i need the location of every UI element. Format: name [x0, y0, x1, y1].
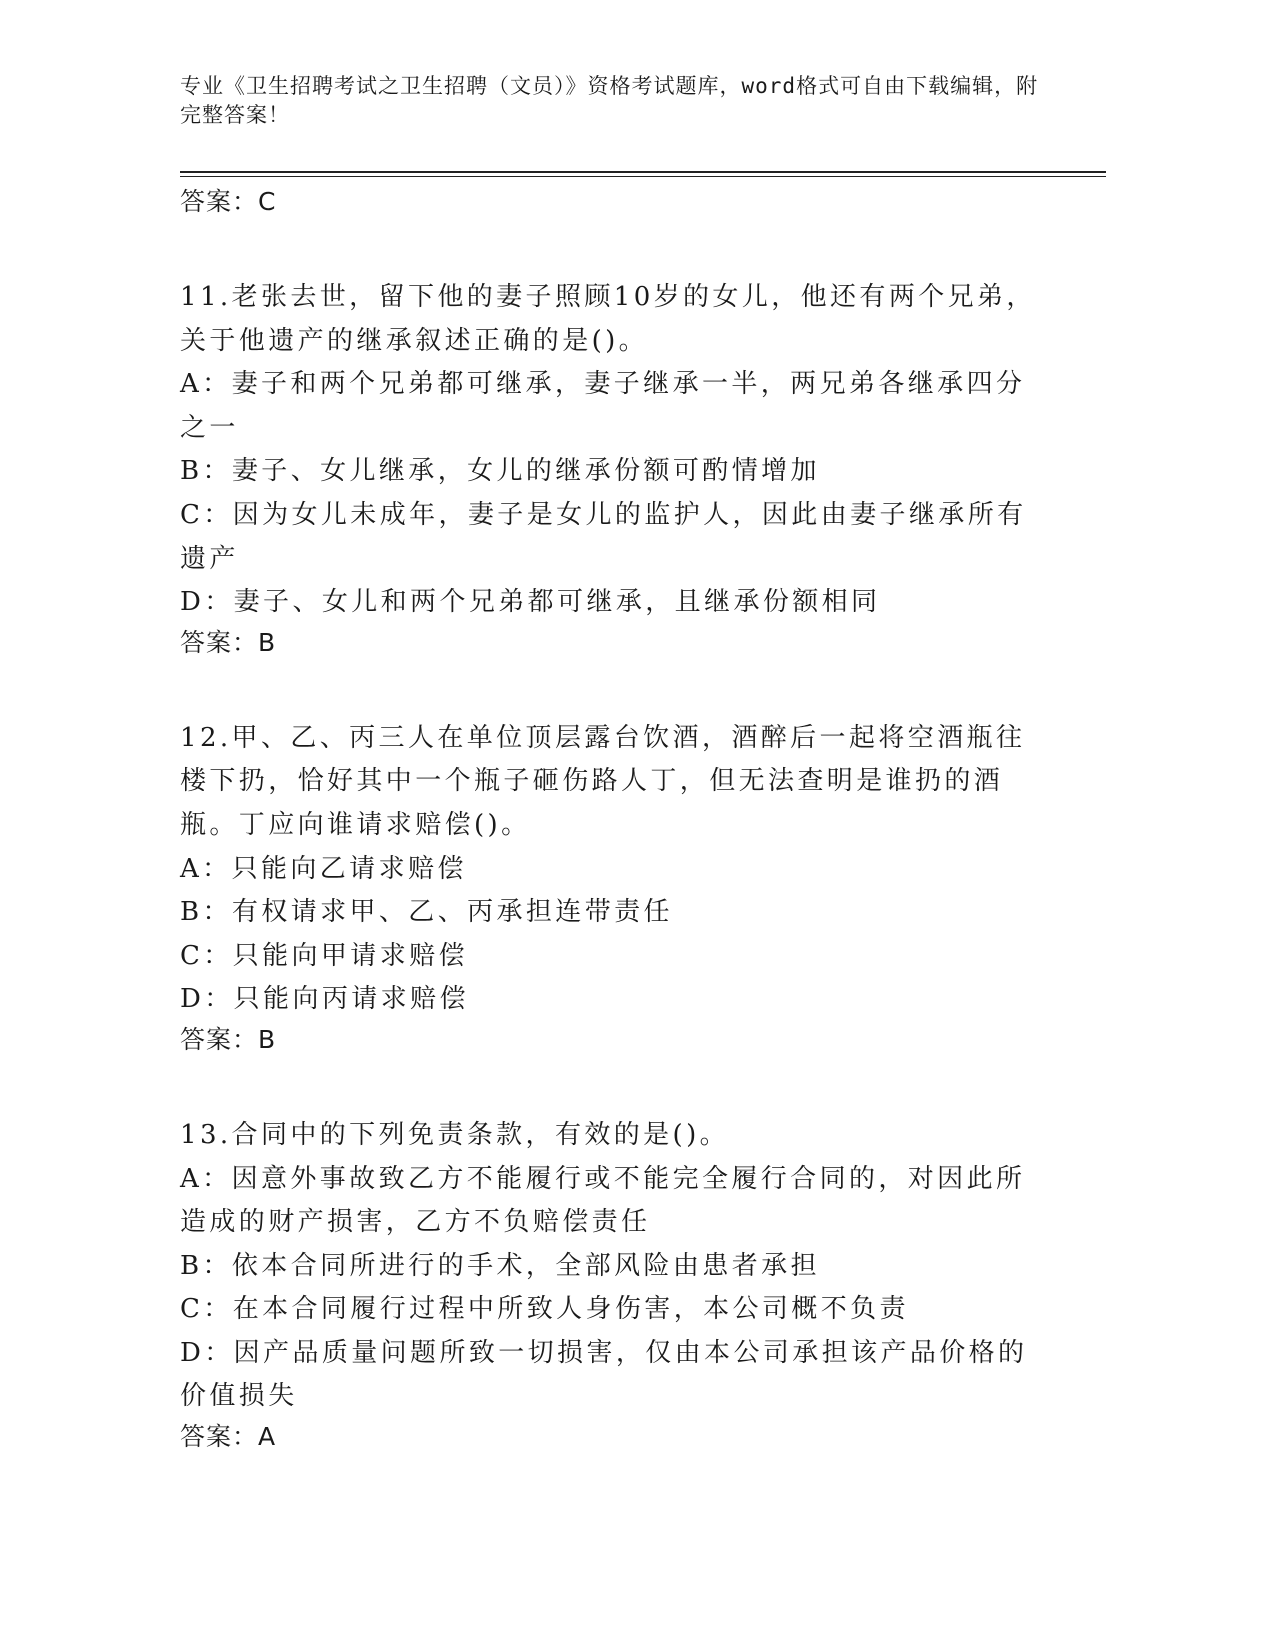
question-11	[180, 276, 1040, 661]
option-b: B：妻子、女儿继承，女儿的继承份额可酌情增加	[180, 456, 820, 487]
option-a: A：只能向乙请求赔偿	[180, 853, 467, 884]
question-12	[180, 717, 1040, 1058]
option-b: B：依本合同所进行的手术，全部风险由患者承担	[180, 1250, 820, 1281]
answer: 答案：B	[180, 1024, 277, 1054]
answer-previous: 答案：C	[180, 187, 277, 216]
question-text: 11.老张去世，留下他的妻子照顾10岁的女儿，他还有两个兄弟，关于他遗产的继承叙述正确的是()。	[180, 282, 1036, 356]
option-c: C：因为女儿未成年，妻子是女儿的监护人，因此由妻子继承所有遗产	[180, 499, 1027, 574]
option-d: D：只能向丙请求赔偿	[180, 984, 469, 1015]
option-a: A：妻子和两个兄弟都可继承，妻子继承一半，两兄弟各继承四分之一	[180, 369, 1026, 443]
answer: 答案：A	[180, 1422, 277, 1452]
option-d: D：因产品质量问题所致一切损害，仅由本公司承担该产品价格的价值损失	[180, 1337, 1028, 1412]
document-body	[180, 184, 1040, 1455]
question-text: 13.合同中的下列免责条款，有效的是()。	[180, 1119, 730, 1150]
answer: 答案：B	[180, 627, 277, 657]
question-13	[180, 1114, 1040, 1455]
header-rule-thick	[180, 171, 1106, 173]
option-b: B：有权请求甲、乙、丙承担连带责任	[180, 897, 673, 928]
option-c: C：在本合同履行过程中所致人身伤害，本公司概不负责	[180, 1294, 909, 1325]
header-text: 专业《卫生招聘考试之卫生招聘（文员）》资格考试题库，word格式可自由下载编辑，附完整答案！	[180, 74, 1039, 127]
document-header	[180, 72, 1040, 130]
option-c: C：只能向甲请求赔偿	[180, 940, 468, 971]
option-a: A：因意外事故致乙方不能履行或不能完全履行合同的，对因此所造成的财产损害，乙方不负赔偿责任	[180, 1163, 1026, 1238]
question-text: 12.甲、乙、丙三人在单位顶层露台饮酒，酒醉后一起将空酒瓶往楼下扔，恰好其中一个瓶子砸伤路人丁，但无法查明是谁扔的酒瓶。丁应向谁请求赔偿()。	[180, 722, 1026, 840]
option-d: D：妻子、女儿和两个兄弟都可继承，且继承份额相同	[180, 587, 881, 618]
header-rule-thin	[180, 176, 1106, 177]
